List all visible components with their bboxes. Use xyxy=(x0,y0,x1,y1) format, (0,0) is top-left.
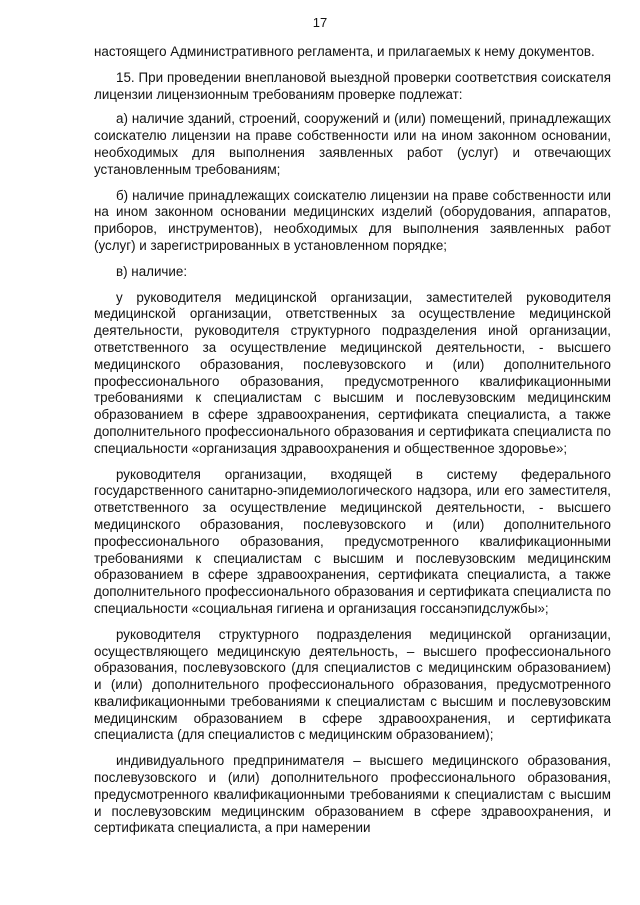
page-number: 17 xyxy=(312,15,328,30)
paragraph-subitem-b: б) наличие принадлежащих соискателю лицензии на праве собственности или на ином законном основании медицинских изделий (оборудования, аппаратов, приборов, инструментов), необходимых для выполнения заявленных работ (услуг) и зарегистрированных в установленном порядке; xyxy=(94,187,611,253)
paragraph-subitem-a: а) наличие зданий, строений, сооружений и (или) помещений, принадлежащих соискателю лицензии на праве собственности или на ином законном основании, необходимых для выполнения заявленных работ (услуг) и отвечающих установленным требованиям; xyxy=(94,111,611,177)
paragraph-individual-entrepreneur: индивидуального предпринимателя – высшего медицинского образования, послевузовского и (или) дополнительного профессионального образования, предусмотренного квалификационными требованиями к специалистам с высшим и послевузовским медицинским образованием в сфере здравоохранения, и сертификата специалиста, а при намерении xyxy=(94,753,611,836)
paragraph-continuation: настоящего Административного регламента, и прилагаемых к нему документов. xyxy=(94,44,595,59)
document-body xyxy=(94,44,611,846)
paragraph-head-of-structural-unit: руководителя структурного подразделения медицинской организации, осуществляющего медицинскую деятельность, – высшего профессионального образования, послевузовского (для специалистов с медицинским образованием) и (или) дополнительного профессионального образования, предусмотренного квалификационными требованиями к специалистам с высшим и послевузовским медицинским образованием в сфере здравоохранения, и сертификата специалиста (для специалистов с медицинским образованием); xyxy=(94,626,611,743)
paragraph-subitem-v: в) наличие: xyxy=(116,263,188,279)
paragraph-item-15: 15. При проведении внеплановой выездной проверки соответствия соискателя лицензии лицензионным требованиям проверке подлежат: xyxy=(94,69,611,102)
paragraph-head-of-medical-organization: у руководителя медицинской организации, заместителей руководителя медицинской организации, ответственных за осуществление медицинской деятельности, руководителя структурного подразделения иной организации, ответственного за осуществление медицинской деятельности, - высшего медицинского образования, послевузовского и (или) дополнительного профессионального образования, предусмотренного квалификационными требованиями к специалистам с высшим и послевузовским медицинским образованием в сфере здравоохранения, сертификата специалиста, а также дополнительного профессионального образования и сертификата специалиста по специальности «организация здравоохранения и общественное здоровье»; xyxy=(94,289,611,456)
paragraph-head-of-sanitary-organization: руководителя организации, входящей в систему федерального государственного санитарно-эпидемиологического надзора, или его заместителя, ответственного за осуществление медицинской деятельности, - высшего медицинского образования, послевузовского и (или) дополнительного профессионального образования, предусмотренного квалификационными требованиями к специалистам с высшим и послевузовским медицинским образованием в сфере здравоохранения, сертификата специалиста, а также дополнительного профессионального образования и сертификата специалиста по специальности «социальная гигиена и организация госсанэпидслужбы»; xyxy=(94,466,611,616)
